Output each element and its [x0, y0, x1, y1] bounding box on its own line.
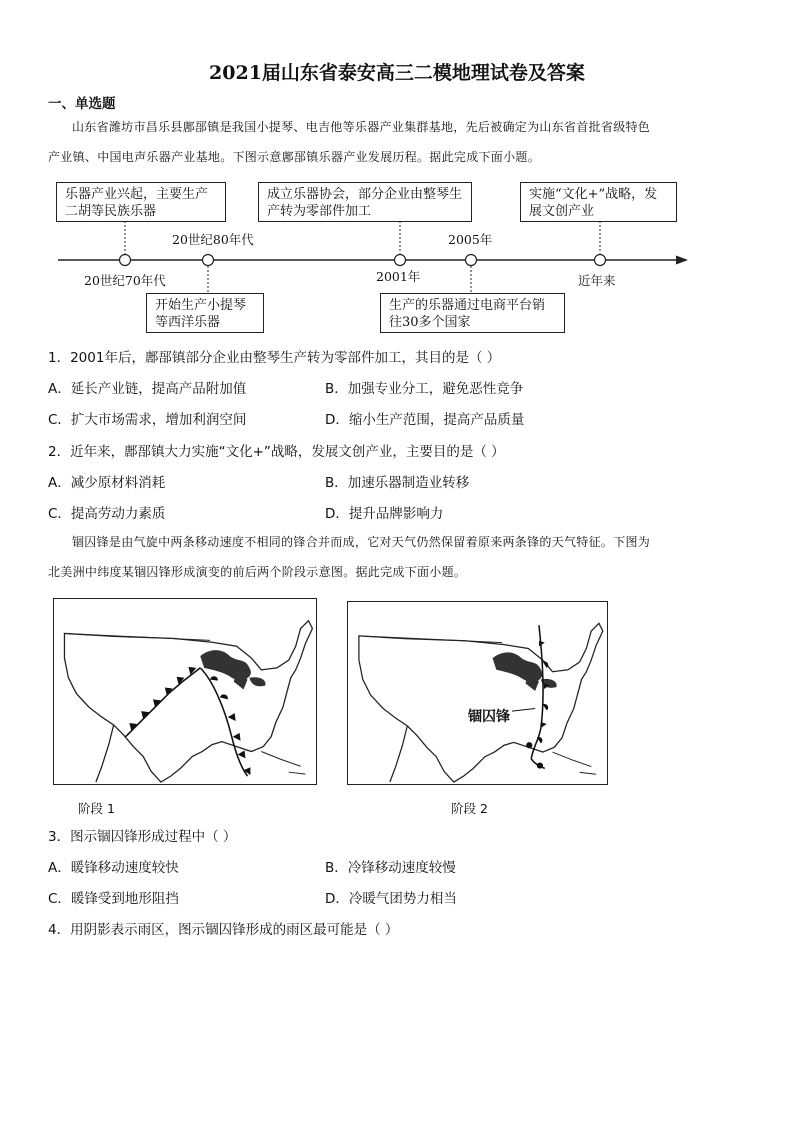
timeline-figure	[0, 175, 794, 340]
question-1-option-d[interactable]: D．缩小生产范围，提高产品质量	[325, 412, 525, 428]
map-stage-2	[347, 601, 608, 785]
section-heading: 一、单选题	[48, 96, 116, 112]
question-3-option-b[interactable]: B．冷锋移动速度较慢	[325, 860, 456, 876]
question-4-stem: 4．用阴影表示雨区，图示锢囚锋形成的雨区最可能是（ ）	[48, 922, 399, 938]
question-2-option-b[interactable]: B．加速乐器制造业转移	[325, 475, 470, 491]
question-1-stem: 1．2001年后，鄌郚镇部分企业由整琴生产转为零部件加工，其目的是（ ）	[48, 350, 501, 366]
question-2-stem: 2．近年来，鄌郚镇大力实施“文化+”战略，发展文创产业，主要目的是（ ）	[48, 444, 505, 460]
map-2-caption: 阶段 2	[451, 801, 488, 816]
label-1980s: 20世纪80年代	[172, 232, 254, 247]
label-2001: 2001年	[376, 269, 421, 284]
north-america-map-1	[54, 599, 315, 783]
passage-1-line-1: 山东省潍坊市昌乐县鄌郚镇是我国小提琴、电吉他等乐器产业集群基地，先后被确定为山东省首批省级特色	[72, 120, 651, 134]
question-1-option-a[interactable]: A．延长产业链，提高产品附加值	[48, 381, 247, 397]
passage-2	[48, 527, 748, 587]
question-2-option-d[interactable]: D．提升品牌影响力	[325, 506, 444, 522]
question-3-option-a[interactable]: A．暖锋移动速度较快	[48, 860, 179, 876]
passage-2-line-2: 北美洲中纬度某锢囚锋形成演变的前后两个阶段示意图。据此完成下面小题。	[48, 565, 467, 579]
event-box-recent: 实施“文化+”战略，发展文创产业	[520, 182, 677, 222]
north-america-map-2	[348, 602, 606, 783]
passage-1-line-2: 产业镇、中国电声乐器产业基地。下图示意鄌郚镇乐器产业发展历程。据此完成下面小题。	[48, 150, 541, 164]
passage-2-line-1: 锢囚锋是由气旋中两条移动速度不相同的锋合并而成，它对天气仍然保留着原来两条锋的天气特征。下图为	[72, 535, 651, 549]
question-3-stem: 3．图示锢囚锋形成过程中（ ）	[48, 829, 237, 845]
label-2005: 2005年	[448, 232, 493, 247]
question-3-option-d[interactable]: D．冷暖气团势力相当	[325, 891, 457, 907]
event-box-2005: 生产的乐器通过电商平台销往30多个国家	[380, 293, 565, 333]
event-box-1980s: 开始生产小提琴等西洋乐器	[146, 293, 264, 333]
map-1-caption: 阶段 1	[78, 801, 115, 816]
passage-1	[48, 112, 748, 172]
question-3-option-c[interactable]: C．暖锋受到地形阻挡	[48, 891, 179, 907]
occluded-front-label: 锢囚锋	[466, 706, 512, 726]
question-2-option-a[interactable]: A．减少原材料消耗	[48, 475, 166, 491]
label-recent: 近年来	[578, 273, 616, 288]
event-box-2001: 成立乐器协会，部分企业由整琴生产转为零部件加工	[258, 182, 472, 222]
question-2-option-c[interactable]: C．提高劳动力素质	[48, 506, 166, 522]
page-title: 2021届山东省泰安高三二模地理试卷及答案	[209, 62, 585, 84]
question-1-option-b[interactable]: B．加强专业分工，避免恶性竞争	[325, 381, 524, 397]
map-stage-1	[53, 598, 317, 785]
label-1970s: 20世纪70年代	[84, 273, 166, 288]
event-box-1970s: 乐器产业兴起，主要生产二胡等民族乐器	[56, 182, 226, 222]
question-1-option-c[interactable]: C．扩大市场需求，增加利润空间	[48, 412, 247, 428]
